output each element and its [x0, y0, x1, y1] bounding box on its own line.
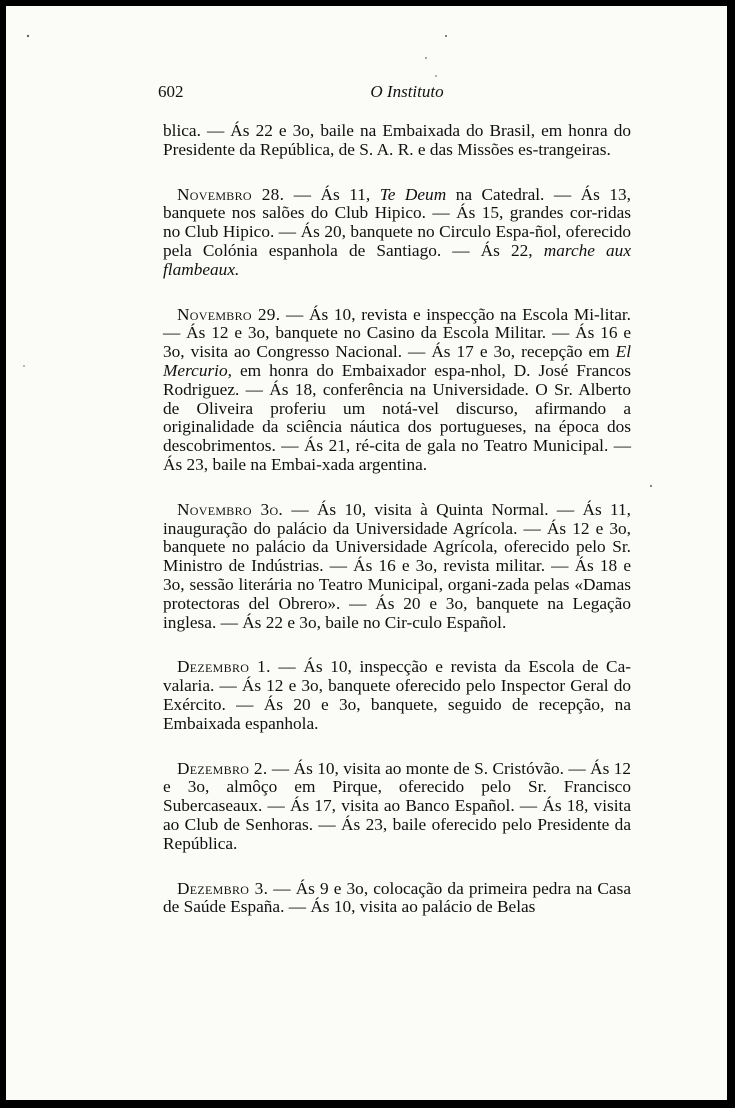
- entry-text: na Catedral. — Ás 13, banquete nos salões do Club Hipico. — Ás 15, grandes cor-ridas no Club Hipico. — Ás 20, banquete no Circulo Espa-ñol, oferecido pela Colónia espanhola de Santiago. — Ás 22,: [163, 184, 631, 260]
- entry-date: Novembro 3o.: [177, 499, 284, 519]
- entry-continuation: [163, 122, 631, 160]
- entry-november-30: [163, 501, 631, 633]
- entry-italic: marche aux flambeaux.: [163, 240, 631, 279]
- entry-december-3: [163, 880, 631, 918]
- entry-date: Dezembro 1.: [177, 657, 271, 677]
- entry-text: — Ás 10, inspecção e revista da Escola de Ca-valaria. — Ás 12 e 3o, banquete oferecido pelo Inspector Geral do Exército. — Ás 20 e 3o, banquete, seguido de recepção, na Embaixada espanhola.: [163, 657, 631, 733]
- entry-date: Dezembro 2.: [177, 758, 268, 778]
- entry-date: Novembro 28.: [177, 184, 285, 204]
- entry-text: — Ás 11,: [284, 184, 380, 204]
- entry-text: em honra do Embaixador espa-nhol, D. José Francos Rodriguez. — Ás 18, conferência na Universidade. O Sr. Alberto de Oliveira proferiu um notá-vel discurso, afirmando a originalidade da sciência náutica dos portugueses, na época dos descobrimentos. — Ás 21, ré-cita de gala no Teatro Municipal. — Ás 23, baile na Embai-xada argentina.: [163, 360, 631, 474]
- running-head: O Instituto: [370, 82, 444, 101]
- entry-text: — Ás 10, revista e inspecção na Escola Mi-litar. — Ás 12 e 3o, banquete no Casino da Escola Militar. — Ás 16 e 3o, visita ao Congresso Nacional. — Ás 17 e 3o, recepção em: [163, 304, 631, 362]
- entry-italic: El Mercurio,: [163, 342, 631, 380]
- entry-december-2: [163, 760, 631, 854]
- book-page: [6, 6, 727, 1100]
- entry-text: — Ás 9 e 3o, colocação da primeira pedra na Casa de Saúde España. — Ás 10, visita ao palácio de Belas: [163, 878, 631, 917]
- entry-text: — Ás 10, visita à Quinta Normal. — Ás 11, inauguração do palácio da Universidade Agrícola. — Ás 12 e 3o, banquete no palácio da Universidade Agrícola, oferecido pelo Sr. Ministro de Indústrias. — Ás 16 e 3o, revista militar. — Ás 18 e 3o, sessão literária no Teatro Municipal, organi-zada pelas «Damas protectoras del Obrero». — Ás 20 e 3o, banquete na Legação inglesa. — Ás 22 e 3o, baile no Cir-culo Español.: [163, 499, 631, 632]
- page-header: [158, 82, 636, 106]
- entry-italic: Te Deum: [379, 184, 447, 204]
- entry-november-29: [163, 306, 631, 475]
- entry-text: — Ás 10, visita ao monte de S. Cristóvão. — Ás 12 e 3o, almôço em Pirque, oferecido pelo Sr. Francisco Subercaseaux. — Ás 17, visita ao Banco Español. — Ás 18, visita ao Club de Senhoras. — Ás 23, baile oferecido pelo Presidente da República.: [163, 758, 631, 853]
- entry-december-1: [163, 658, 631, 733]
- entry-text: blica. — Ás 22 e 3o, baile na Embaixada do Brasil, em honra do Presidente da República, de S. A. R. e das Missões es-trangeiras.: [163, 121, 631, 159]
- entry-date: Dezembro 3.: [177, 878, 269, 898]
- page-number: 602: [158, 82, 184, 101]
- entry-date: Novembro 29.: [177, 304, 281, 324]
- entry-november-28: [163, 186, 631, 280]
- page-body: [163, 122, 631, 943]
